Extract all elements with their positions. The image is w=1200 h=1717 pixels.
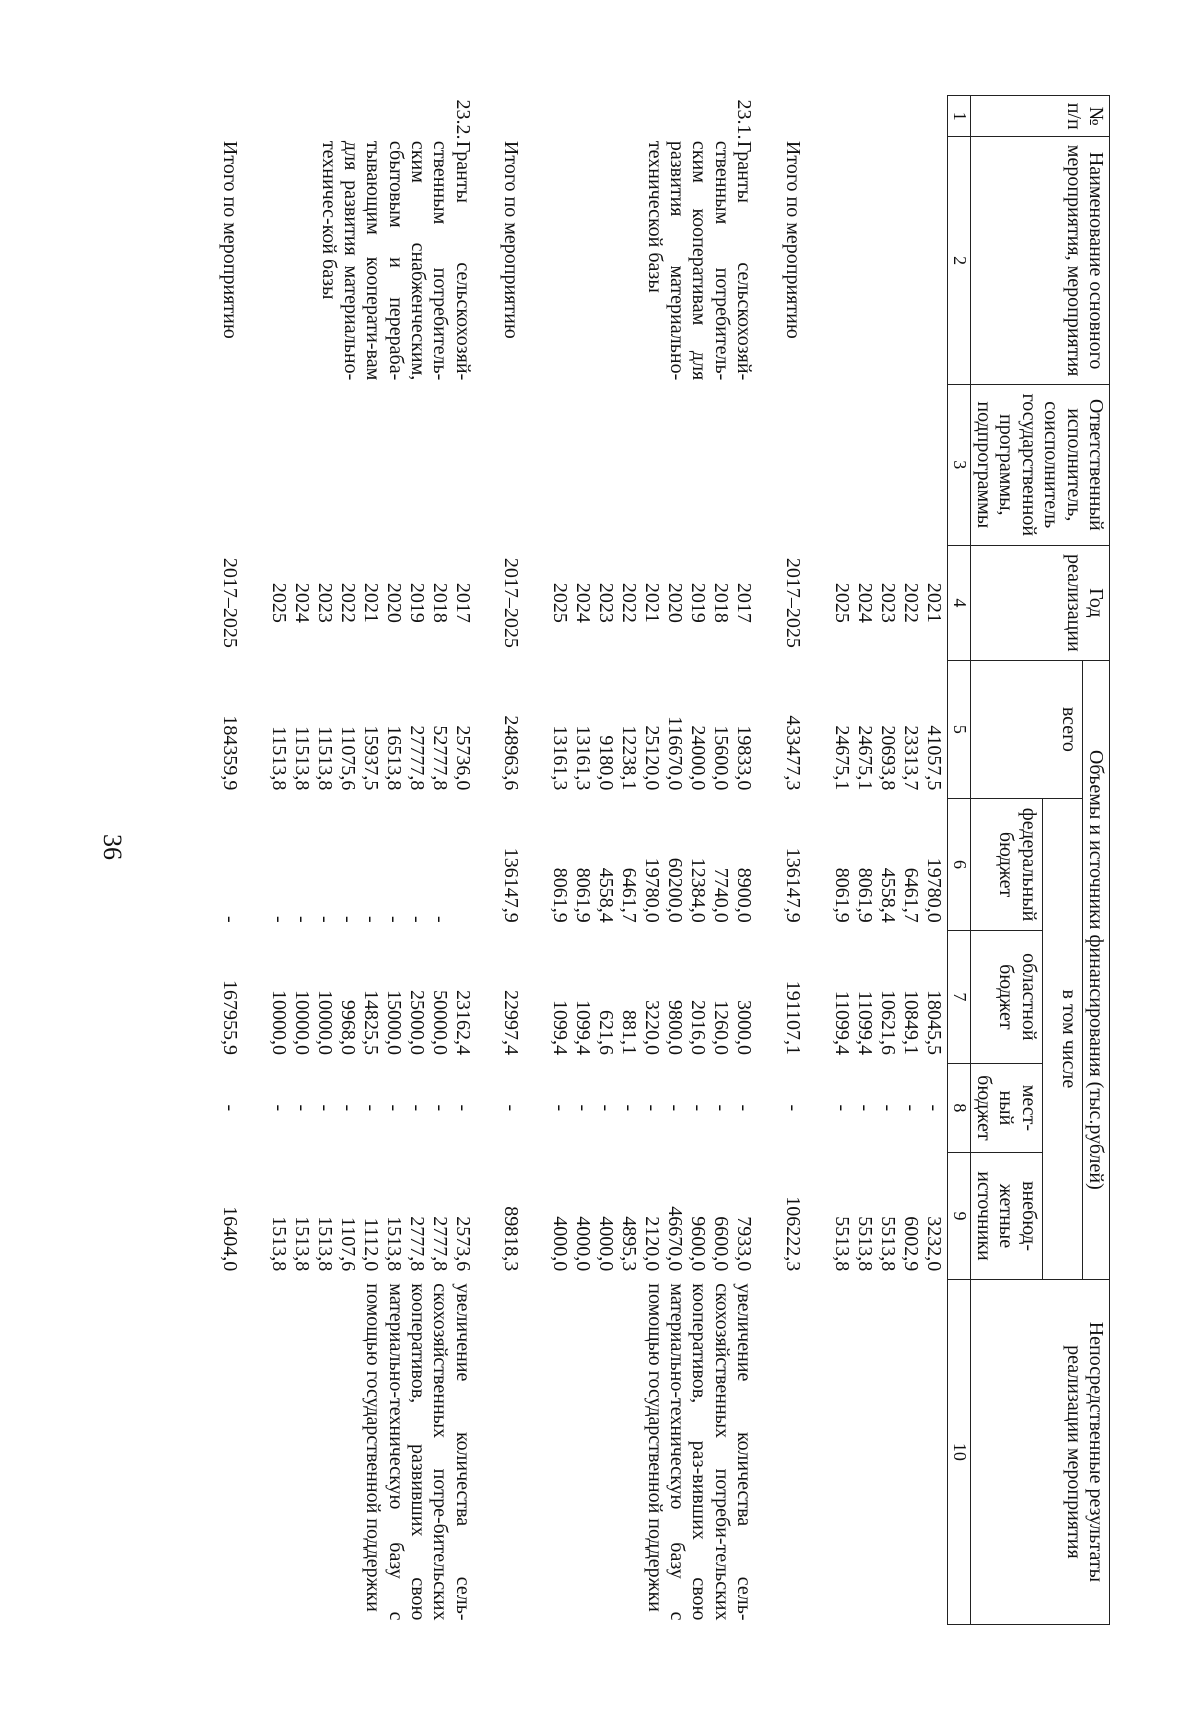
row-executor: [546, 384, 757, 545]
total-sum: 184359,9: [218, 715, 241, 791]
cell-value: 9600,0: [687, 1216, 710, 1272]
spacer-cell: [524, 1279, 546, 1624]
table-row: [828, 96, 948, 1625]
spacer-cell: [806, 545, 828, 660]
value-stack: [265, 1153, 476, 1280]
col-num: 10: [947, 1279, 970, 1624]
total-regional: 167955,9: [218, 980, 241, 1055]
cell-value: -: [382, 916, 405, 923]
cell-value: 2024: [853, 582, 876, 623]
spacer-cell: [476, 1153, 498, 1280]
cell-value: 6002,9: [899, 1216, 922, 1272]
cell-value: -: [922, 1104, 945, 1112]
cell-value: 11099,4: [853, 990, 876, 1055]
col-num: 4: [947, 545, 970, 660]
spacer-cell: [806, 137, 828, 384]
spacer-cell: [524, 660, 546, 798]
funding-table: [194, 95, 1110, 1625]
row-name: Гранты сельскохозяй-ственным потребитель-ским кооперативам для развития материально-технической базы: [643, 140, 756, 381]
cell-value: 1513,8: [313, 1216, 336, 1272]
spacer-cell: [757, 545, 779, 660]
cell-value: 1099,4: [572, 1000, 595, 1055]
spacer-cell: [194, 1279, 216, 1624]
cell-value: 2024: [290, 582, 313, 623]
cell-value: 2023: [876, 582, 899, 623]
cell-value: 2020: [382, 582, 405, 623]
spacer-cell: [194, 931, 216, 1063]
page-number: 36: [98, 834, 127, 860]
cell-value: 9180,0: [595, 735, 618, 791]
cell-value: -: [313, 916, 336, 923]
spacer-cell: [243, 660, 265, 798]
cell-value: -: [687, 1104, 710, 1112]
total-label: Итого по мероприятию: [218, 140, 241, 339]
cell-value: 12384,0: [687, 857, 710, 923]
cell-value: 11099,4: [830, 990, 853, 1055]
cell-value: 2019: [405, 582, 428, 623]
spacer-cell: [476, 798, 498, 930]
cell-value: 41057,5: [922, 725, 945, 791]
header-incl: в том числе: [1042, 798, 1082, 1279]
spacer-cell: [757, 660, 779, 798]
cell-value: 6600,0: [710, 1216, 733, 1272]
cell-value: 2777,8: [428, 1216, 451, 1272]
spacer-cell: [806, 1279, 828, 1624]
value-stack: [828, 931, 948, 1063]
cell: [498, 1279, 524, 1624]
cell-value: 3232,0: [922, 1216, 945, 1272]
cell-value: 50000,0: [428, 990, 451, 1055]
cell-value: 10621,6: [876, 990, 899, 1055]
cell-value: 1260,0: [710, 1000, 733, 1055]
col-num: 7: [947, 931, 970, 1063]
cell-value: 2021: [922, 582, 945, 623]
cell-value: 2017: [451, 582, 474, 623]
cell-value: -: [664, 1104, 687, 1112]
total-offbudget: 106222,3: [781, 1196, 804, 1272]
total-federal: 136147,9: [500, 847, 523, 923]
cell-value: -: [451, 1104, 474, 1112]
cell-value: 23162,4: [451, 990, 474, 1055]
row-result: увеличение количества сель-скохозяйственных потреби-тельских кооперативов, раз-вивших свою материально-техническую базу с помощью государственной поддержки: [643, 1283, 756, 1621]
spacer-cell: [194, 96, 216, 137]
spacer-cell: [524, 1063, 546, 1153]
col-num: 2: [947, 137, 970, 384]
cell-value: 2022: [618, 582, 641, 623]
cell-value: 8061,9: [572, 867, 595, 923]
cell-value: 60200,0: [664, 857, 687, 923]
cell: [216, 384, 242, 545]
spacer-cell: [194, 660, 216, 798]
header-offbudget: внебюд-жетные источники: [970, 1153, 1042, 1280]
total-offbudget: 89818,3: [500, 1206, 523, 1272]
cell-value: 2021: [641, 582, 664, 623]
cell-value: 4000,0: [595, 1216, 618, 1272]
header-local: мест-ный бюджет: [970, 1063, 1042, 1153]
row-name: Гранты сельскохозяй-ственным потребитель-ским снабженческим, сбытовым и перераба-тывающим кооперати-вам для развития материально-техничес-кой базы: [317, 140, 474, 381]
col-num: 5: [947, 660, 970, 798]
cell-value: 2025: [549, 582, 572, 623]
cell-value: -: [290, 1104, 313, 1112]
value-stack: [828, 545, 948, 660]
cell-value: 25736,0: [451, 725, 474, 791]
spacer-cell: [243, 798, 265, 930]
cell-value: 7933,0: [733, 1216, 756, 1272]
cell-value: -: [853, 1104, 876, 1112]
value-stack: [546, 545, 757, 660]
cell: [498, 384, 524, 545]
cell-value: -: [359, 916, 382, 923]
value-stack: [828, 660, 948, 798]
value-stack: [265, 931, 476, 1063]
cell-value: 2777,8: [405, 1216, 428, 1272]
cell-value: 13161,3: [549, 725, 572, 791]
cell: [216, 96, 242, 137]
cell-value: 19780,0: [641, 857, 664, 923]
total-federal: -: [218, 916, 241, 923]
cell-value: -: [641, 1104, 664, 1112]
spacer-cell: [243, 545, 265, 660]
cell-value: 25000,0: [405, 990, 428, 1055]
cell-value: 2018: [428, 582, 451, 623]
cell-value: 2025: [267, 582, 290, 623]
value-stack: [265, 660, 476, 798]
spacer-cell: [476, 384, 498, 545]
cell-value: 16513,8: [382, 725, 405, 791]
value-stack: [828, 1063, 948, 1153]
spacer-cell: [806, 384, 828, 545]
row-number: 23.2.: [451, 99, 474, 140]
cell-value: -: [549, 1104, 572, 1112]
spacer-cell: [476, 1279, 498, 1624]
cell-value: -: [267, 916, 290, 923]
spacer-cell: [243, 931, 265, 1063]
header-total: всего: [970, 660, 1082, 798]
cell: [216, 1279, 242, 1624]
spacer-cell: [194, 1153, 216, 1280]
value-stack: [546, 660, 757, 798]
cell-value: 23313,7: [899, 725, 922, 791]
cell-value: -: [382, 1104, 405, 1112]
row-number: 23.1.: [733, 99, 756, 140]
cell-value: -: [428, 1104, 451, 1112]
cell-value: -: [405, 916, 428, 923]
cell-value: 2022: [336, 582, 359, 623]
cell-value: 2024: [572, 582, 595, 623]
spacer-cell: [524, 137, 546, 384]
rotated-sheet: [110, 95, 1110, 1715]
spacer-cell: [476, 931, 498, 1063]
cell-value: 9968,0: [336, 1000, 359, 1055]
total-offbudget: 16404,0: [218, 1206, 241, 1272]
total-row: [216, 96, 242, 1625]
col-num: 1: [947, 96, 970, 137]
cell-value: 2023: [313, 582, 336, 623]
cell-value: 2020: [664, 582, 687, 623]
cell-value: 621,6: [595, 1010, 618, 1055]
cell-value: 5513,8: [830, 1216, 853, 1272]
spacer-cell: [757, 931, 779, 1063]
cell-value: 24675,1: [853, 725, 876, 791]
value-stack: [828, 1153, 948, 1280]
spacer-cell: [757, 137, 779, 384]
cell-value: 8061,9: [830, 867, 853, 923]
cell-value: 20693,8: [876, 725, 899, 791]
cell-value: 2022: [899, 582, 922, 623]
cell-value: 19780,0: [922, 857, 945, 923]
cell-value: 881,1: [618, 1010, 641, 1055]
value-stack: [265, 545, 476, 660]
total-local: -: [781, 1104, 804, 1112]
cell-value: 1107,6: [336, 1217, 359, 1272]
spacer-cell: [524, 1153, 546, 1280]
cell-value: 52777,8: [428, 725, 451, 791]
spacer-cell: [757, 1279, 779, 1624]
cell-value: -: [405, 1104, 428, 1112]
spacer-cell: [243, 1279, 265, 1624]
cell-value: 4895,3: [618, 1216, 641, 1272]
total-years: 2017–2025: [781, 557, 804, 648]
spacer-cell: [243, 384, 265, 545]
col-num: 6: [947, 798, 970, 930]
spacer-cell: [524, 545, 546, 660]
cell-value: 10849,1: [899, 990, 922, 1055]
cell-value: -: [710, 1104, 733, 1112]
cell-value: 7740,0: [710, 867, 733, 923]
cell-value: [451, 802, 474, 922]
spacer-cell: [476, 137, 498, 384]
row-name: [828, 137, 948, 384]
cell-value: -: [733, 1104, 756, 1112]
cell-value: 4000,0: [549, 1216, 572, 1272]
cell-value: 11513,8: [313, 726, 336, 791]
header-funding: Объемы и источники финансирования (тыс.рублей): [1082, 660, 1109, 1279]
header-regional: областной бюджет: [970, 931, 1042, 1063]
col-num: 8: [947, 1063, 970, 1153]
cell-value: 1112,0: [359, 1217, 382, 1272]
cell-value: -: [428, 916, 451, 923]
cell-value: 15937,5: [359, 725, 382, 791]
cell-value: 2021: [359, 582, 382, 623]
cell-value: -: [618, 1104, 641, 1112]
cell-value: 9800,0: [664, 1000, 687, 1055]
cell-value: 19833,0: [733, 725, 756, 791]
value-stack: [546, 1063, 757, 1153]
cell-value: 46670,0: [664, 1206, 687, 1272]
cell-value: 2017: [733, 582, 756, 623]
spacer-cell: [243, 1063, 265, 1153]
total-label: Итого по мероприятию: [500, 140, 523, 339]
cell-value: 27777,8: [405, 725, 428, 791]
spacer-cell: [476, 545, 498, 660]
spacer-cell: [194, 1063, 216, 1153]
cell-value: -: [359, 1104, 382, 1112]
cell-value: -: [313, 1104, 336, 1112]
cell-value: -: [336, 916, 359, 923]
cell-value: 11513,8: [290, 726, 313, 791]
header-col1: № п/п: [970, 96, 1109, 137]
total-years: 2017–2025: [500, 557, 523, 648]
cell-value: 10000,0: [267, 990, 290, 1055]
total-regional: 191107,1: [781, 980, 804, 1055]
total-regional: 22997,4: [500, 990, 523, 1055]
cell-value: 116670,0: [664, 716, 687, 791]
spacer-cell: [194, 384, 216, 545]
table-row: [546, 96, 757, 1625]
spacer-cell: [757, 1063, 779, 1153]
row-number: [828, 96, 948, 137]
cell: [498, 96, 524, 137]
spacer-cell: [476, 1063, 498, 1153]
spacer-cell: [806, 931, 828, 1063]
cell-value: 3220,0: [641, 1000, 664, 1055]
spacer-cell: [476, 96, 498, 137]
cell-value: -: [899, 1104, 922, 1112]
cell-value: 15600,0: [710, 725, 733, 791]
cell-value: 6461,7: [618, 867, 641, 923]
cell: [779, 96, 805, 137]
cell-value: 24675,1: [830, 725, 853, 791]
cell-value: 3000,0: [733, 1000, 756, 1055]
spacer-cell: [243, 137, 265, 384]
total-local: -: [218, 1104, 241, 1112]
cell-value: 13161,3: [572, 725, 595, 791]
cell-value: 2023: [595, 582, 618, 623]
cell-value: 2016,0: [687, 1000, 710, 1055]
cell-value: -: [572, 1104, 595, 1112]
cell-value: 4558,4: [595, 867, 618, 923]
cell-value: 2573,6: [451, 1216, 474, 1272]
col-num: 9: [947, 1153, 970, 1280]
spacer-cell: [757, 798, 779, 930]
cell: [779, 1279, 805, 1624]
cell-value: 1099,4: [549, 1000, 572, 1055]
cell-value: 2018: [710, 582, 733, 623]
spacer-cell: [757, 1153, 779, 1280]
spacer-cell: [194, 137, 216, 384]
col-num: 3: [947, 384, 970, 545]
spacer-cell: [806, 798, 828, 930]
cell-value: 2120,0: [641, 1216, 664, 1272]
spacer-cell: [524, 931, 546, 1063]
cell-value: -: [876, 1104, 899, 1112]
header-col4: Год реализации: [970, 545, 1109, 660]
row-executor: [265, 384, 476, 545]
cell-value: -: [595, 1104, 618, 1112]
value-stack: [546, 931, 757, 1063]
total-row: [498, 96, 524, 1625]
value-stack: [546, 798, 757, 930]
total-federal: 136147,9: [781, 847, 804, 923]
spacer-cell: [243, 1153, 265, 1280]
total-local: -: [500, 1104, 523, 1112]
cell-value: -: [290, 916, 313, 923]
cell-value: 4558,4: [876, 867, 899, 923]
value-stack: [828, 798, 948, 930]
table-row: [265, 96, 476, 1625]
cell-value: 24000,0: [687, 725, 710, 791]
row-executor: [828, 384, 948, 545]
cell-value: 2025: [830, 582, 853, 623]
cell-value: 1513,8: [290, 1216, 313, 1272]
spacer-cell: [806, 660, 828, 798]
cell-value: 5513,8: [853, 1216, 876, 1272]
cell-value: 10000,0: [290, 990, 313, 1055]
cell-value: 2019: [687, 582, 710, 623]
cell-value: 8900,0: [733, 867, 756, 923]
cell-value: 11513,8: [267, 726, 290, 791]
total-label: Итого по мероприятию: [781, 140, 804, 339]
cell-value: 15000,0: [382, 990, 405, 1055]
spacer-cell: [806, 1063, 828, 1153]
cell-value: 8061,9: [853, 867, 876, 923]
header-col2: Наименование основного мероприятия, мероприятия: [970, 137, 1109, 384]
cell-value: 10000,0: [313, 990, 336, 1055]
spacer-cell: [806, 96, 828, 137]
cell-value: 1513,8: [382, 1216, 405, 1272]
cell-value: -: [336, 1104, 359, 1112]
value-stack: [265, 798, 476, 930]
cell-value: 6461,7: [899, 867, 922, 923]
row-result: увеличение количества сель-скохозяйственных потре-бительских кооперативов, развивших свою материально-техническую базу с помощью государственной поддержки: [362, 1283, 474, 1621]
spacer-cell: [757, 96, 779, 137]
spacer-cell: [524, 798, 546, 930]
value-stack: [265, 1063, 476, 1153]
spacer-cell: [243, 96, 265, 137]
row-result: [828, 1279, 948, 1624]
total-sum: 248963,6: [500, 715, 523, 791]
spacer-cell: [476, 660, 498, 798]
cell-value: 11075,6: [336, 726, 359, 791]
cell: [779, 384, 805, 545]
cell-value: 18045,5: [922, 990, 945, 1055]
header-federal: федеральный бюджет: [970, 798, 1042, 930]
total-row: [779, 96, 805, 1625]
cell-value: -: [830, 1104, 853, 1112]
cell-value: 1513,8: [267, 1216, 290, 1272]
spacer-cell: [194, 545, 216, 660]
cell-value: -: [267, 1104, 290, 1112]
cell-value: 25120,0: [641, 725, 664, 791]
spacer-cell: [806, 1153, 828, 1280]
cell-value: 12238,1: [618, 725, 641, 791]
spacer-cell: [194, 798, 216, 930]
total-years: 2017–2025: [218, 557, 241, 648]
cell-value: 4000,0: [572, 1216, 595, 1272]
cell-value: 5513,8: [876, 1216, 899, 1272]
spacer-cell: [524, 96, 546, 137]
cell-value: 8061,9: [549, 867, 572, 923]
cell-value: 14825,5: [359, 990, 382, 1055]
spacer-cell: [524, 384, 546, 545]
total-sum: 433477,3: [781, 715, 804, 791]
spacer-cell: [757, 384, 779, 545]
header-results: Непосредственные результаты реализации мероприятия: [970, 1279, 1109, 1624]
value-stack: [546, 1153, 757, 1280]
header-col3: Ответственный исполнитель, соисполнитель государственной программы, подпрограммы: [970, 384, 1109, 545]
